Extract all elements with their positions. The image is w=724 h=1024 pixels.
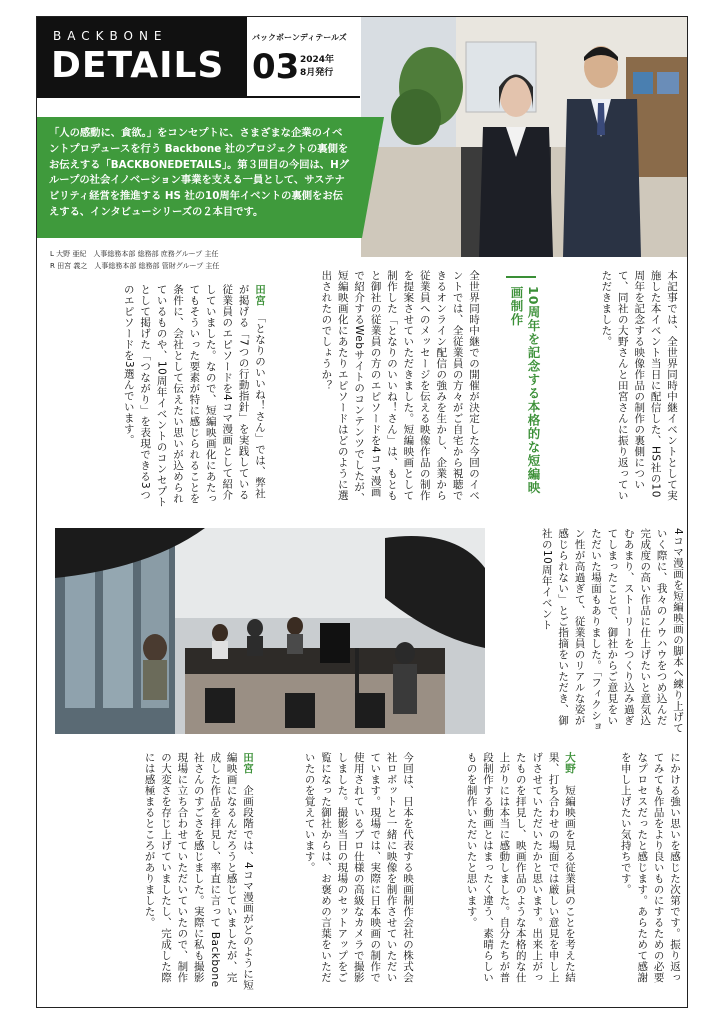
answer-text: 短編映画を見る従業員のことを考えた結果、打ち合わせの場面では厳しい意見を申し上げさせていただいたかと思います。出来上がったものを拝見し、映画作品のような本格的な仕上がりには本当に感動しました。自分たちが普段制作する動画とはまったく違う、素晴らしいものを制作いただいたと思います。 [465, 752, 576, 983]
issue-year: 2024年 [300, 55, 335, 65]
interview-photo-illustration [361, 17, 687, 257]
question-2: 今回は、日本を代表する映画制作会社の株式会社ロボットと一緒に映像を制作させていただいています。現場では、実際に日本映画の制作で使用されているプロ仕様の高級なカメラで撮影しました。撮影当日の現場のセットアップをご覧になった御社からは、お褒めの言葉をいただいたのを覚えています。 [303, 752, 414, 983]
filming-photo-illustration [55, 528, 485, 734]
answer-tamiya-2 [96, 752, 256, 992]
issue-month: 8月発行 [300, 68, 334, 78]
people-credits [50, 248, 219, 272]
answer-text: 企画段階では、4コマ漫画がどのように短編映画になるんだろうと感じていましたが、完成した作品を拝見し、率直に言って Backbone 社さんのすごさを感じました。実際に私も撮影現場に立ち合わせていただいていたので、制作の大変さを存じ上げていましたし、完成した際には感極まるところがありました。 [143, 752, 254, 991]
intro-box-tail [362, 117, 384, 238]
masthead-subtitle: BACKBONE [53, 29, 168, 43]
answer-text: 「となりのいいね！さん」では、弊社が掲げる「7つの行動指針」を実践している従業員のエピソードを4コマ漫画として紹介していました。なので、短編映画化にあたってもそういった要素が特に感じられることを条件に、会社として伝えたい思いが込められているものや、10周年イベントのコンセプトとして掲げた「つながり」を表現できる3つのエピソードを3選んでいます。 [122, 284, 266, 508]
article-bottom-1: にかける強い思いを感じた次第です。振り返ってみても作品をより良いものにするための必要なプロセスだったと感じます。あらためて感謝を申し上げたい気持ちです。 [619, 752, 681, 983]
issue-number: 03 [252, 47, 300, 87]
interview-photo [361, 17, 687, 257]
answer-ono [420, 752, 578, 992]
heading-rule [506, 276, 536, 278]
filming-photo [55, 528, 485, 734]
masthead-rule [37, 96, 360, 98]
masthead-block [37, 17, 247, 96]
speaker-label: 田宮 [242, 752, 254, 774]
person-left: L 大野 亜紀 人事総務本部 総務部 庶務グループ 主任 [50, 250, 219, 258]
speaker-label: 田宮 [254, 284, 266, 306]
issue-label: バックボーンディテールズ [252, 33, 347, 42]
issue-date [300, 54, 334, 80]
article-intro: 本記事では、全世界同時中継イベントとして実施した本イベント当日に配信した、HS社の10周年を記念する映像作品の制作の裏側について、同社の大野さんと田宮さんに振り返っていただきました。 [600, 270, 678, 501]
speaker-label: 大野 [564, 752, 576, 774]
masthead-title: DETAILS [51, 45, 225, 86]
question-1: 全世界同時中継での開催が決定した今回のイベントでは、全従業員の方々がご自宅から視聴できるオンライン配信の強みを生かし、企業から従業員へのメッセージを伝える映像作品の制作を提案させていただきました。短編映画として制作した「となりのいいね！さん」は、もともと御社の従業員の方のエピソードを4コマ漫画で紹介するWebサイトのコンテンツでしたが、短編映画化にあたりエピソードはどのように選出されたのでしょうか？ [320, 270, 480, 504]
article-continued: 4コマ漫画を短編映画の脚本へ練り上げていく際に、我々のノウハウをつめ込んだ完成度の高い作品に仕上げたいと意気込むあまり、ストーリーをつくり込み過ぎてしまったことで、御社からご意見をいただいた場面もありました。「フィクション性が高過ぎて、従業員のリアルな姿が感じられない」とご指摘をいただき、御社の10周年イベント [540, 528, 684, 734]
intro-box [37, 117, 362, 238]
intro-text: 「人の感動に、貪欲。」をコンセプトに、さまざまな企業のイベントプロデュースを行う Backbone 社のプロジェクトの裏側をお伝えする「BACKBONEDETAILS」。第３回目の今回は、Hグループの社会イノベーション事業を支える一員として、サステナビリティ経営を推進する HS 社の10周年イベントの裏側をお伝えする、インタビューシリーズの２本目です。 [49, 127, 349, 218]
section-heading: 10周年を記念する本格的な短編映画制作 [509, 286, 541, 495]
person-right: R 田宮 義之 人事総務本部 総務部 管財グループ 主任 [50, 262, 220, 270]
answer-tamiya-1 [72, 284, 268, 508]
